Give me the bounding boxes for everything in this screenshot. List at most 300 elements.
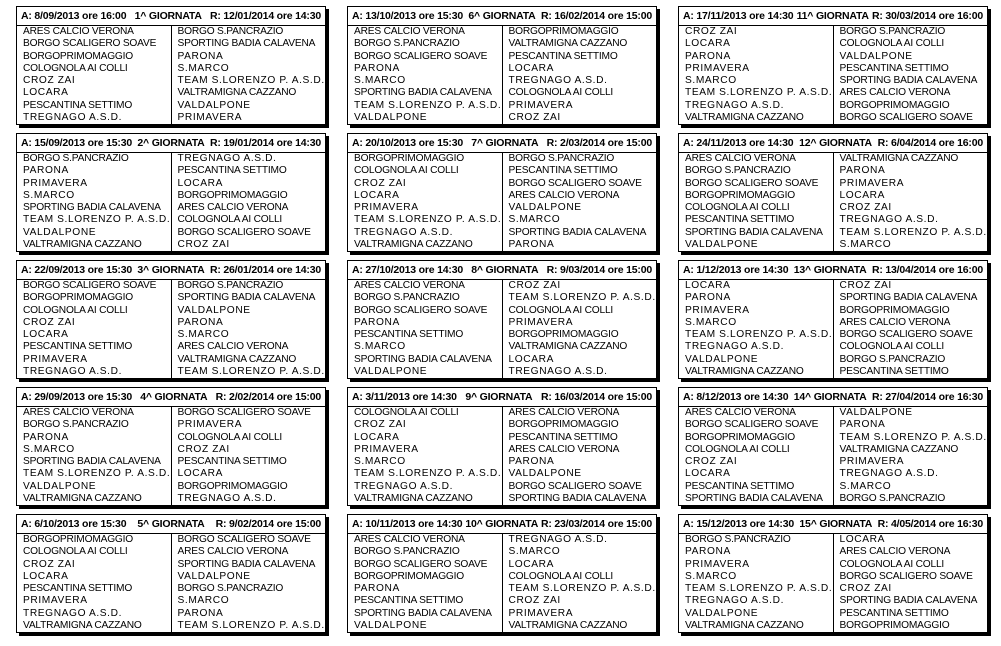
away-team: PESCANTINA SETTIMO <box>839 62 949 74</box>
away-team: PRIMAVERA <box>508 99 574 111</box>
match-row <box>348 493 656 505</box>
away-team: PARONA <box>839 165 886 177</box>
round-header <box>679 7 987 26</box>
round-card <box>16 133 326 252</box>
away-team: BORGO SCALIGERO SOAVE <box>508 480 642 492</box>
away-team: VALTRAMIGNA CAZZANO <box>508 619 628 631</box>
match-row <box>679 456 987 468</box>
match-row <box>679 481 987 493</box>
home-team: LOCARA <box>17 329 172 341</box>
away-team: BORGO S.PANCRAZIO <box>177 26 284 37</box>
return-leg-date: R: 2/02/2014 ore 15:00 <box>215 391 321 403</box>
match-row <box>17 87 325 99</box>
home-team: PRIMAVERA <box>17 354 172 366</box>
away-team: PRIMAVERA <box>508 316 574 328</box>
home-team: S.MARCO <box>348 456 503 468</box>
away-team: PARONA <box>177 50 224 62</box>
away-team: BORGO SCALIGERO SOAVE <box>177 407 311 418</box>
home-team: VALDALPONE <box>679 608 834 620</box>
away-team: TREGNAGO A.S.D. <box>177 492 277 504</box>
match-row <box>17 419 325 431</box>
home-team: PRIMAVERA <box>348 202 503 214</box>
home-team: BORGO SCALIGERO SOAVE <box>348 559 503 571</box>
round-title: 1^ GIORNATA <box>134 10 202 22</box>
round-card <box>16 260 326 379</box>
round-header <box>17 7 325 26</box>
away-team: ARES CALCIO VERONA <box>508 443 620 455</box>
home-team: PARONA <box>679 292 834 304</box>
match-row <box>17 468 325 480</box>
away-team: ARES CALCIO VERONA <box>839 87 951 99</box>
away-team: COLOGNOLA AI COLLI <box>839 558 945 570</box>
match-list <box>17 407 325 505</box>
match-list <box>348 153 656 251</box>
away-team: PARONA <box>508 238 555 250</box>
match-row <box>17 341 325 353</box>
first-leg-date: A: 29/09/2013 ore 15:30 <box>21 391 132 403</box>
match-row <box>679 75 987 87</box>
match-row <box>348 75 656 87</box>
away-team: VALTRAMIGNA CAZZANO <box>508 341 628 353</box>
match-row <box>679 239 987 251</box>
away-team: CROZ ZAI <box>177 238 230 250</box>
home-team: CROZ ZAI <box>17 559 172 571</box>
match-list <box>679 280 987 378</box>
home-team: BORGO SCALIGERO SOAVE <box>679 178 834 190</box>
away-team: PARONA <box>177 316 224 328</box>
away-team: SPORTING BADIA CALAVENA <box>508 492 647 504</box>
match-row <box>17 571 325 583</box>
away-team: ARES CALCIO VERONA <box>839 546 951 558</box>
away-team: PARONA <box>508 456 555 467</box>
away-team: CROZ ZAI <box>177 443 230 455</box>
away-team: BORGOPRIMOMAGGIO <box>508 329 619 340</box>
match-row <box>348 292 656 304</box>
match-row <box>348 534 656 546</box>
home-team: PRIMAVERA <box>679 63 834 75</box>
away-team: VALDALPONE <box>839 50 913 62</box>
home-team: ARES CALCIO VERONA <box>679 153 834 165</box>
away-team: COLOGNOLA AI COLLI <box>177 214 283 226</box>
home-team: PARONA <box>679 51 834 63</box>
home-team: TREGNAGO A.S.D. <box>17 608 172 620</box>
first-leg-date: A: 20/10/2013 ore 15:30 <box>352 137 463 149</box>
away-team: TREGNAGO A.S.D. <box>177 153 277 164</box>
match-row <box>17 329 325 341</box>
match-row <box>17 112 325 124</box>
match-row <box>679 419 987 431</box>
home-team: TREGNAGO A.S.D. <box>679 341 834 353</box>
return-leg-date: R: 30/03/2014 ore 16:00 <box>872 10 983 22</box>
round-title: 4^ GIORNATA <box>140 391 208 403</box>
away-team: SPORTING BADIA CALAVENA <box>839 595 978 607</box>
match-row <box>348 354 656 366</box>
match-row <box>348 227 656 239</box>
home-team: ARES CALCIO VERONA <box>679 407 834 419</box>
round-title: 11^ GIORNATA <box>796 10 869 22</box>
away-team: PARONA <box>177 607 224 619</box>
match-list <box>679 407 987 505</box>
match-row <box>348 280 656 292</box>
home-team: PARONA <box>348 317 503 329</box>
match-row <box>17 75 325 87</box>
home-team: PARONA <box>17 432 172 444</box>
home-team: PESCANTINA SETTIMO <box>17 583 172 595</box>
match-row <box>17 583 325 595</box>
home-team: PARONA <box>679 546 834 558</box>
return-leg-date: R: 12/01/2014 ore 14:30 <box>210 10 321 22</box>
round-card <box>347 6 657 125</box>
home-team: PRIMAVERA <box>17 178 172 190</box>
match-row <box>679 153 987 165</box>
home-team: BORGOPRIMOMAGGIO <box>17 51 172 63</box>
match-row <box>348 546 656 558</box>
round-header <box>348 388 656 407</box>
round-card <box>678 6 988 125</box>
match-row <box>348 87 656 99</box>
return-leg-date: R: 19/01/2014 ore 14:30 <box>210 137 321 149</box>
match-row <box>679 341 987 353</box>
match-row <box>348 214 656 226</box>
match-row <box>679 63 987 75</box>
match-row <box>679 595 987 607</box>
first-leg-date: A: 27/10/2013 ore 14:30 <box>352 264 463 276</box>
home-team: S.MARCO <box>17 444 172 456</box>
match-row <box>348 165 656 177</box>
away-team: SPORTING BADIA CALAVENA <box>839 292 978 304</box>
match-row <box>17 366 325 378</box>
away-team: CROZ ZAI <box>508 111 561 123</box>
away-team: ARES CALCIO VERONA <box>508 189 620 201</box>
match-row <box>679 26 987 38</box>
match-row <box>348 178 656 190</box>
home-team: SPORTING BADIA CALAVENA <box>17 456 172 468</box>
home-team: S.MARCO <box>679 571 834 583</box>
home-team: PARONA <box>348 63 503 75</box>
home-team: BORGO S.PANCRAZIO <box>348 38 503 50</box>
first-leg-date: A: 10/11/2013 ore 14:30 <box>352 518 463 530</box>
match-row <box>679 38 987 50</box>
away-team: PESCANTINA SETTIMO <box>508 165 618 177</box>
round-header <box>348 134 656 153</box>
home-team: VALTRAMIGNA CAZZANO <box>17 239 172 251</box>
match-row <box>679 317 987 329</box>
away-team: PESCANTINA SETTIMO <box>839 365 949 377</box>
away-team: TREGNAGO A.S.D. <box>508 534 608 545</box>
away-team: COLOGNOLA AI COLLI <box>508 87 614 99</box>
round-card <box>16 6 326 125</box>
away-team: S.MARCO <box>177 62 230 74</box>
match-row <box>348 51 656 63</box>
home-team: COLOGNOLA AI COLLI <box>679 444 834 456</box>
match-row <box>17 432 325 444</box>
match-row <box>679 100 987 112</box>
away-team: VALDALPONE <box>177 304 251 316</box>
away-team: BORGOPRIMOMAGGIO <box>839 619 950 631</box>
away-team: BORGO SCALIGERO SOAVE <box>839 329 973 340</box>
away-team: COLOGNOLA AI COLLI <box>508 570 614 582</box>
match-row <box>348 608 656 620</box>
match-row <box>17 51 325 63</box>
home-team: CROZ ZAI <box>17 75 172 87</box>
away-team: PESCANTINA SETTIMO <box>177 456 287 467</box>
round-title: 14^ GIORNATA <box>793 391 867 403</box>
round-header <box>679 388 987 407</box>
match-row <box>17 305 325 317</box>
match-row <box>679 608 987 620</box>
home-team: TEAM S.LORENZO P. A.S.D. <box>348 214 503 226</box>
home-team: VALTRAMIGNA CAZZANO <box>679 112 834 124</box>
match-row <box>679 87 987 99</box>
match-row <box>679 112 987 124</box>
home-team: COLOGNOLA AI COLLI <box>17 63 172 75</box>
match-list <box>679 534 987 632</box>
home-team: VALTRAMIGNA CAZZANO <box>348 239 503 251</box>
match-row <box>17 280 325 292</box>
away-team: BORGOPRIMOMAGGIO <box>839 304 950 316</box>
round-card <box>16 387 326 506</box>
home-team: TEAM S.LORENZO P. A.S.D. <box>679 583 834 595</box>
first-leg-date: A: 22/09/2013 ore 15:30 <box>21 264 132 276</box>
home-team: TREGNAGO A.S.D. <box>17 112 172 124</box>
first-leg-date: A: 6/10/2013 ore 15:30 <box>21 518 127 530</box>
away-team: BORGOPRIMOMAGGIO <box>177 480 288 492</box>
home-team: VALDALPONE <box>17 481 172 493</box>
home-team: ARES CALCIO VERONA <box>348 280 503 292</box>
home-team: VALDALPONE <box>679 354 834 366</box>
match-row <box>348 26 656 38</box>
round-title: 8^ GIORNATA <box>471 264 539 276</box>
away-team: BORGO S.PANCRAZIO <box>177 280 284 291</box>
return-leg-date: R: 23/03/2014 ore 15:00 <box>541 518 652 530</box>
match-row <box>679 620 987 632</box>
round-card <box>678 133 988 252</box>
away-team: S.MARCO <box>177 329 230 340</box>
match-row <box>348 63 656 75</box>
away-team: BORGO SCALIGERO SOAVE <box>839 111 973 123</box>
away-team: BORGOPRIMOMAGGIO <box>508 419 619 431</box>
round-title: 13^ GIORNATA <box>793 264 867 276</box>
match-row <box>17 100 325 112</box>
away-team: PESCANTINA SETTIMO <box>177 165 287 177</box>
round-title: 12^ GIORNATA <box>799 137 872 149</box>
away-team: ARES CALCIO VERONA <box>839 316 951 328</box>
away-team: SPORTING BADIA CALAVENA <box>177 292 316 304</box>
match-row <box>679 546 987 558</box>
home-team: S.MARCO <box>679 75 834 87</box>
match-row <box>17 26 325 38</box>
away-team: PRIMAVERA <box>177 111 243 123</box>
away-team: CROZ ZAI <box>508 280 561 291</box>
round-card <box>347 387 657 506</box>
match-row <box>348 559 656 571</box>
return-leg-date: R: 16/03/2014 ore 15:00 <box>541 391 652 403</box>
match-row <box>17 546 325 558</box>
away-team: LOCARA <box>839 534 885 545</box>
match-row <box>17 620 325 632</box>
home-team: VALDALPONE <box>348 620 503 632</box>
match-list <box>348 534 656 632</box>
away-team: COLOGNOLA AI COLLI <box>839 38 945 50</box>
round-card <box>678 260 988 379</box>
home-team: PRIMAVERA <box>679 559 834 571</box>
home-team: PARONA <box>17 165 172 177</box>
away-team: BORGO S.PANCRAZIO <box>839 353 946 365</box>
home-team: LOCARA <box>348 432 503 444</box>
away-team: SPORTING BADIA CALAVENA <box>839 75 978 86</box>
away-team: LOCARA <box>508 62 554 74</box>
home-team: S.MARCO <box>679 317 834 329</box>
away-team: VALTRAMIGNA CAZZANO <box>508 38 628 50</box>
home-team: VALTRAMIGNA CAZZANO <box>679 620 834 632</box>
away-team: CROZ ZAI <box>839 202 892 213</box>
away-team: S.MARCO <box>508 214 561 226</box>
round-header <box>17 261 325 280</box>
away-team: ARES CALCIO VERONA <box>177 202 289 213</box>
home-team: TREGNAGO A.S.D. <box>679 100 834 112</box>
home-team: COLOGNOLA AI COLLI <box>17 546 172 558</box>
home-team: SPORTING BADIA CALAVENA <box>348 608 503 620</box>
home-team: TEAM S.LORENZO P. A.S.D. <box>17 468 172 480</box>
away-team: S.MARCO <box>177 595 230 607</box>
round-title: 7^ GIORNATA <box>471 137 539 149</box>
home-team: TEAM S.LORENZO P. A.S.D. <box>679 87 834 99</box>
away-team: ARES CALCIO VERONA <box>508 407 620 418</box>
match-row <box>348 329 656 341</box>
match-row <box>348 571 656 583</box>
match-row <box>679 468 987 480</box>
home-team: ARES CALCIO VERONA <box>348 26 503 38</box>
away-team: VALDALPONE <box>508 468 582 480</box>
home-team: BORGO SCALIGERO SOAVE <box>679 419 834 431</box>
round-header <box>348 515 656 534</box>
home-team: PESCANTINA SETTIMO <box>348 595 503 607</box>
away-team: PRIMAVERA <box>839 177 905 189</box>
match-row <box>17 608 325 620</box>
away-team: BORGOPRIMOMAGGIO <box>839 99 950 111</box>
home-team: SPORTING BADIA CALAVENA <box>679 493 834 505</box>
away-team: ARES CALCIO VERONA <box>177 341 289 353</box>
away-team: PESCANTINA SETTIMO <box>508 50 618 62</box>
away-team: BORGO S.PANCRAZIO <box>508 153 615 164</box>
home-team: BORGO SCALIGERO SOAVE <box>348 305 503 317</box>
away-team: VALTRAMIGNA CAZZANO <box>839 443 959 455</box>
match-row <box>679 292 987 304</box>
round-card <box>16 514 326 633</box>
home-team: TEAM S.LORENZO P. A.S.D. <box>17 214 172 226</box>
home-team: BORGO SCALIGERO SOAVE <box>17 280 172 292</box>
home-team: COLOGNOLA AI COLLI <box>348 165 503 177</box>
match-row <box>348 468 656 480</box>
round-card <box>347 133 657 252</box>
home-team: CROZ ZAI <box>348 178 503 190</box>
first-leg-date: A: 1/12/2013 ore 14:30 <box>683 264 789 276</box>
match-row <box>17 493 325 505</box>
away-team: TREGNAGO A.S.D. <box>839 468 939 480</box>
away-team: VALTRAMIGNA CAZZANO <box>177 87 297 99</box>
match-row <box>679 444 987 456</box>
home-team: PESCANTINA SETTIMO <box>17 341 172 353</box>
round-header <box>679 134 987 153</box>
home-team: BORGOPRIMOMAGGIO <box>348 153 503 165</box>
round-header <box>348 261 656 280</box>
home-team: PESCANTINA SETTIMO <box>679 481 834 493</box>
match-list <box>17 280 325 378</box>
match-row <box>348 38 656 50</box>
round-title: 10^ GIORNATA <box>465 518 539 530</box>
round-header <box>679 515 987 534</box>
match-row <box>348 595 656 607</box>
home-team: BORGO SCALIGERO SOAVE <box>17 38 172 50</box>
home-team: BORGO SCALIGERO SOAVE <box>348 51 503 63</box>
match-row <box>17 202 325 214</box>
home-team: LOCARA <box>679 280 834 292</box>
round-title: 3^ GIORNATA <box>137 264 205 276</box>
away-team: PRIMAVERA <box>508 607 574 619</box>
away-team: CROZ ZAI <box>508 595 561 607</box>
away-team: VALDALPONE <box>839 407 913 418</box>
round-card <box>678 387 988 506</box>
home-team: BORGOPRIMOMAGGIO <box>679 190 834 202</box>
home-team: SPORTING BADIA CALAVENA <box>679 227 834 239</box>
away-team: TEAM S.LORENZO P. A.S.D. <box>839 226 987 238</box>
away-team: BORGOPRIMOMAGGIO <box>177 189 288 201</box>
match-row <box>17 354 325 366</box>
match-row <box>17 317 325 329</box>
match-row <box>679 329 987 341</box>
home-team: COLOGNOLA AI COLLI <box>348 407 503 419</box>
round-card <box>347 514 657 633</box>
home-team: VALDALPONE <box>348 112 503 124</box>
home-team: BORGOPRIMOMAGGIO <box>17 534 172 546</box>
away-team: TREGNAGO A.S.D. <box>508 365 608 377</box>
match-row <box>679 366 987 378</box>
away-team: CROZ ZAI <box>839 280 892 291</box>
match-list <box>17 534 325 632</box>
match-row <box>17 63 325 75</box>
away-team: TREGNAGO A.S.D. <box>839 214 939 226</box>
home-team: LOCARA <box>348 190 503 202</box>
match-row <box>17 595 325 607</box>
match-row <box>679 202 987 214</box>
round-card <box>678 514 988 633</box>
home-team: VALTRAMIGNA CAZZANO <box>348 493 503 505</box>
first-leg-date: A: 15/12/2013 ore 14:30 <box>683 518 794 530</box>
away-team: BORGO S.PANCRAZIO <box>839 26 946 37</box>
home-team: SPORTING BADIA CALAVENA <box>17 202 172 214</box>
away-team: PARONA <box>839 419 886 431</box>
home-team: VALTRAMIGNA CAZZANO <box>17 620 172 632</box>
home-team: LOCARA <box>17 87 172 99</box>
away-team: BORGO SCALIGERO SOAVE <box>508 177 642 189</box>
match-row <box>348 620 656 632</box>
home-team: PARONA <box>348 583 503 595</box>
home-team: CROZ ZAI <box>348 419 503 431</box>
match-row <box>348 481 656 493</box>
return-leg-date: R: 13/04/2014 ore 16:00 <box>872 264 983 276</box>
away-team: TEAM S.LORENZO P. A.S.D. <box>508 583 656 594</box>
match-row <box>348 317 656 329</box>
home-team: BORGO S.PANCRAZIO <box>17 153 172 165</box>
match-row <box>348 239 656 251</box>
away-team: BORGO SCALIGERO SOAVE <box>177 226 311 238</box>
match-row <box>17 153 325 165</box>
home-team: BORGO S.PANCRAZIO <box>679 165 834 177</box>
home-team: VALDALPONE <box>17 227 172 239</box>
match-row <box>17 407 325 419</box>
return-leg-date: R: 2/03/2014 ore 15:00 <box>546 137 652 149</box>
match-row <box>679 493 987 505</box>
